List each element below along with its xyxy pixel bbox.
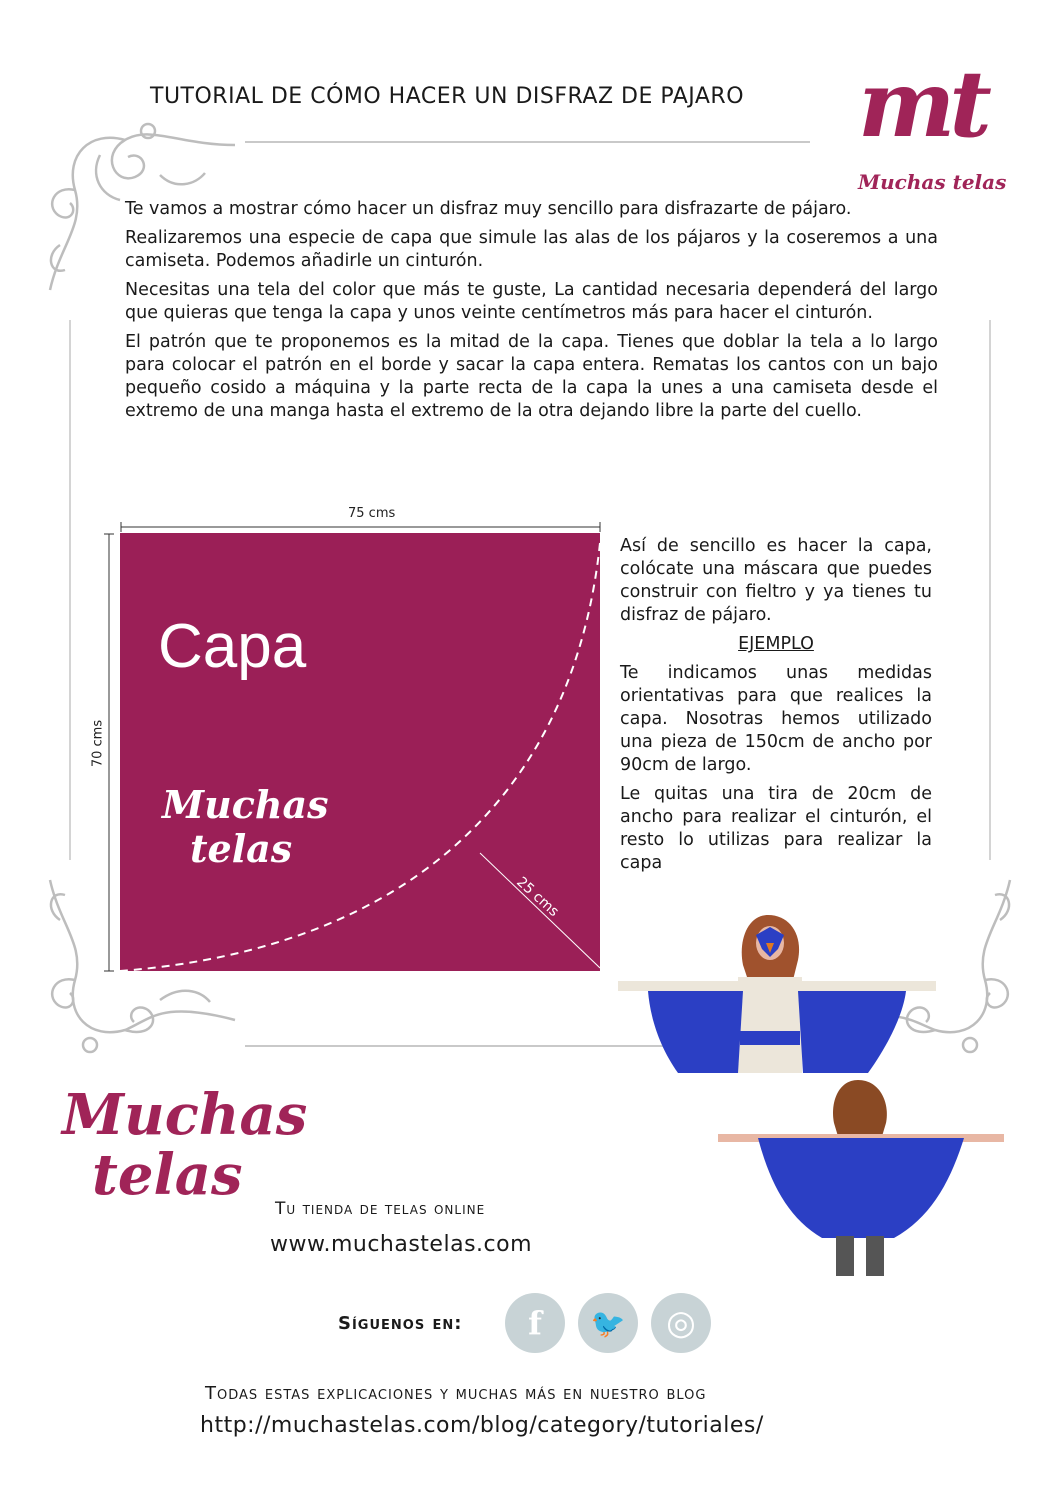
tagline: Tu tienda de telas online [275, 1199, 486, 1219]
intro-paragraph: Realizaremos una especie de capa que simule las alas de los pájaros y la coseremos a una camiseta. Podemos añadirle un cinturón. [125, 228, 938, 271]
cape-cut-line [120, 533, 600, 971]
side-paragraph: Así de sencillo es hacer la capa, colócate una máscara que puedes construir con fieltro y ya tienes tu disfraz de pájaro. [620, 536, 932, 625]
blog-url-link[interactable]: http://muchastelas.com/blog/category/tutoriales/ [200, 1413, 764, 1438]
blog-line: Todas estas explicaciones y muchas más en nuestro blog [205, 1383, 707, 1404]
pattern-height-label: 70 cms [90, 719, 106, 768]
example-heading: EJEMPLO [738, 634, 814, 654]
title-rule [245, 141, 810, 143]
page-title: TUTORIAL DE CÓMO HACER UN DISFRAZ DE PAJARO [150, 84, 745, 109]
left-frame-line [69, 320, 71, 860]
brand-logo: mt [858, 50, 986, 158]
intro-paragraph: Te vamos a mostrar cómo hacer un disfraz muy sencillo para disfrazarte de pájaro. [125, 199, 852, 219]
website-link[interactable]: www.muchastelas.com [270, 1232, 533, 1257]
pattern-width-line [120, 520, 602, 534]
intro-text [125, 198, 938, 429]
side-text [620, 535, 932, 881]
cape-watermark-line: Muchas [162, 782, 329, 827]
intro-paragraph: Necesitas una tela del color que más te guste, La cantidad necesaria dependerá del largo que quieras que tenga la capa y unos veinte centímetros más para hacer el cinturón. [125, 280, 938, 323]
facebook-icon[interactable]: f [505, 1293, 565, 1353]
right-frame-line [989, 320, 991, 860]
brand-logo-name: Muchas telas [858, 170, 1007, 194]
bird-costume-front-photo [618, 905, 936, 1073]
side-paragraph: Te indicamos unas medidas orientativas para que realices la capa. Nosotras hemos utilizado una pieza de 150cm de ancho por 90cm de largo. [620, 663, 932, 775]
intro-paragraph: El patrón que te proponemos es la mitad de la capa. Tienes que doblar la tela a lo largo para colocar el patrón en el borde y sacar la capa entera. Rematas los cantos con un bajo pequeño cosido a máquina y la parte recta de la capa la unes a una camiseta desde el extremo de una manga hasta el extremo de la otra dejando libre la parte del cuello. [125, 332, 938, 421]
cape-watermark-line: telas [190, 826, 293, 871]
footer-brand [62, 1082, 308, 1208]
footer-brand-line: telas [92, 1142, 243, 1208]
instagram-icon[interactable]: ◎ [651, 1293, 711, 1353]
cape-watermark [162, 783, 328, 871]
footer-brand-line: Muchas [62, 1082, 308, 1148]
cape-piece-label: Capa [158, 612, 307, 681]
bird-costume-back-photo [718, 1078, 1004, 1278]
pattern-radius-label: 25 cms [513, 874, 562, 920]
pattern-width-label: 75 cms [348, 506, 396, 521]
side-paragraph: Le quitas una tira de 20cm de ancho para realizar el cinturón, el resto lo utilizas para realizar la capa [620, 784, 932, 873]
follow-label: Síguenos en: [338, 1313, 463, 1334]
cape-pattern [120, 533, 600, 971]
twitter-icon[interactable]: 🐦 [578, 1293, 638, 1353]
